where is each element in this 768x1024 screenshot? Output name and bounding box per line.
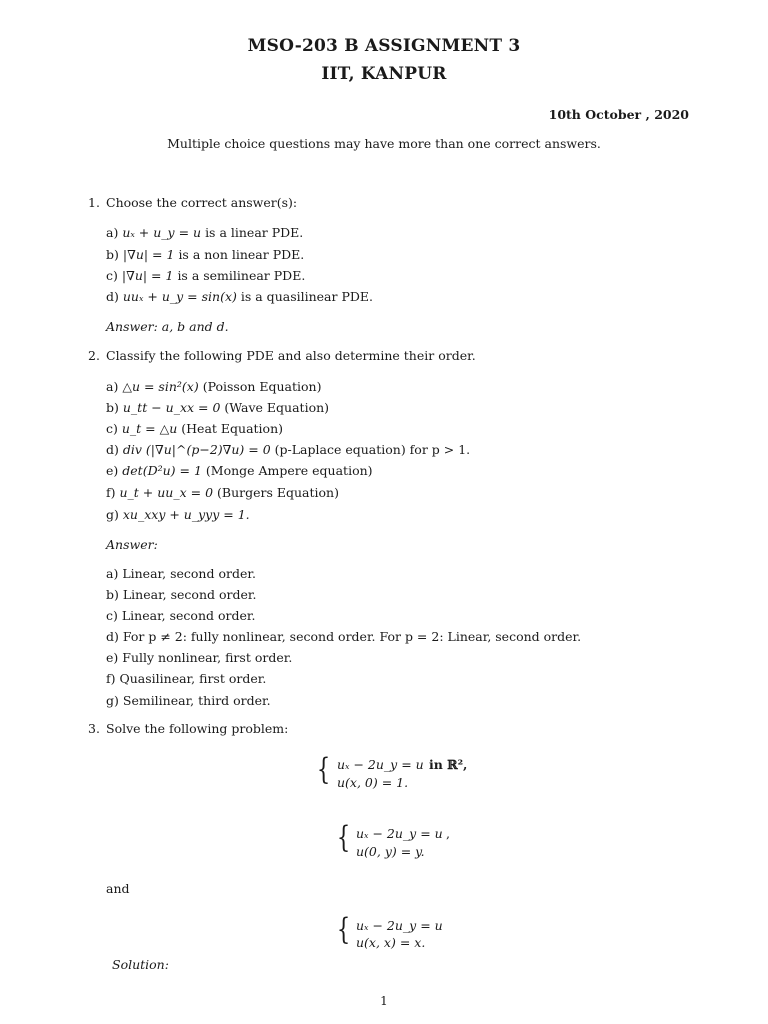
q2-answer-b xyxy=(106,587,256,603)
q1-option-c xyxy=(106,268,305,284)
q1-option-d xyxy=(106,289,373,305)
item-math: div (|∇u|^(p−2)∇u) = 0 xyxy=(122,442,271,457)
q2-answer-g xyxy=(106,693,271,709)
q2-answer-label: Answer: xyxy=(106,537,158,552)
option-label: d) xyxy=(106,289,119,304)
item-math: u_tt − u_xx = 0 xyxy=(122,400,221,415)
option-text: is a semilinear PDE. xyxy=(177,268,306,283)
q2-item-f xyxy=(106,485,339,501)
answer-item-label: e) xyxy=(106,650,119,665)
system-1-equation-2: u(x, 0) = 1. xyxy=(337,775,409,790)
left-brace: { xyxy=(316,752,331,787)
q1-answer xyxy=(106,319,229,335)
answer-item-label: a) xyxy=(106,566,119,581)
q2-answer-f xyxy=(106,671,266,687)
answer-item-label: d) xyxy=(106,629,119,644)
option-math: |∇u| = 1 xyxy=(122,247,175,262)
system-3-equation-2: u(x, x) = x. xyxy=(356,935,426,950)
item-math: △u = sin²(x) xyxy=(122,379,199,394)
q2-item-c xyxy=(106,421,283,437)
item-text: (p-Laplace equation) for p > 1. xyxy=(274,442,471,457)
item-text: (Poisson Equation) xyxy=(202,379,322,394)
q2-item-b xyxy=(106,400,329,416)
answer-item-label: c) xyxy=(106,608,118,623)
answer-value: a, b and d. xyxy=(161,319,229,334)
option-label: a) xyxy=(106,225,119,240)
system-1-domain: in ℝ², xyxy=(429,757,468,772)
option-math: uₓ + u_y = u xyxy=(122,225,202,240)
answer-item-text: Fully nonlinear, first order. xyxy=(122,650,293,665)
page-number: 1 xyxy=(380,994,388,1008)
assignment-date: 10th October , 2020 xyxy=(548,107,689,122)
item-label: d) xyxy=(106,442,119,457)
item-math: det(D²u) = 1 xyxy=(122,463,202,478)
left-brace: { xyxy=(336,912,351,947)
answer-item-text: Semilinear, third order. xyxy=(122,693,271,708)
q2-answer-a xyxy=(106,566,256,582)
system-1-equation-1: uₓ − 2u_y = u xyxy=(337,757,424,772)
answer-item-text: Linear, second order. xyxy=(122,587,257,602)
system-3-equation-1: uₓ − 2u_y = u xyxy=(356,918,443,933)
answer-item-label: b) xyxy=(106,587,119,602)
answer-item-text: For p ≠ 2: fully nonlinear, second order. For p = 2: Linear, second order. xyxy=(122,629,582,644)
answer-item-label: g) xyxy=(106,693,119,708)
question-2-prompt: Classify the following PDE and also determine their order. xyxy=(106,348,476,363)
option-label: c) xyxy=(106,268,118,283)
solution-label: Solution: xyxy=(112,957,169,972)
q1-option-b xyxy=(106,247,304,263)
answer-item-text: Linear, second order. xyxy=(122,566,256,581)
q2-item-e xyxy=(106,463,373,479)
q2-answer-d xyxy=(106,629,581,645)
item-math: u_t = △u xyxy=(121,421,178,436)
answer-item-text: Linear, second order. xyxy=(121,608,256,623)
system-2-equation-2: u(0, y) = y. xyxy=(356,844,425,859)
item-text: (Burgers Equation) xyxy=(217,485,339,500)
question-3-number: 3. xyxy=(88,721,100,736)
left-brace: { xyxy=(336,820,351,855)
option-text: is a quasilinear PDE. xyxy=(240,289,373,304)
question-1-number: 1. xyxy=(88,195,100,210)
item-text: (Heat Equation) xyxy=(181,421,284,436)
option-math: uuₓ + u_y = sin(x) xyxy=(122,289,237,304)
option-label: b) xyxy=(106,247,119,262)
system-2-comma: , xyxy=(446,826,450,841)
item-math: u_t + uu_x = 0 xyxy=(119,485,214,500)
item-text: (Wave Equation) xyxy=(224,400,330,415)
instructions-note: Multiple choice questions may have more than one correct answers. xyxy=(167,136,601,151)
q2-answer-c xyxy=(106,608,255,624)
q2-item-d xyxy=(106,442,470,458)
q1-option-a xyxy=(106,225,303,241)
connector-and: and xyxy=(106,881,130,896)
item-label: g) xyxy=(106,507,119,522)
q2-answer-e xyxy=(106,650,292,666)
answer-label: Answer: xyxy=(106,319,158,334)
option-math: |∇u| = 1 xyxy=(121,268,174,283)
institution-title: IIT, KANPUR xyxy=(321,64,447,84)
option-text: is a linear PDE. xyxy=(205,225,304,240)
q2-item-g xyxy=(106,507,250,523)
item-label: f) xyxy=(106,485,116,500)
question-3-prompt: Solve the following problem: xyxy=(106,721,289,736)
option-text: is a non linear PDE. xyxy=(178,247,305,262)
item-label: b) xyxy=(106,400,119,415)
item-math: xu_xxy + u_yyy = 1. xyxy=(122,507,250,522)
item-label: c) xyxy=(106,421,118,436)
item-text: (Monge Ampere equation) xyxy=(205,463,373,478)
item-label: e) xyxy=(106,463,119,478)
question-1-prompt: Choose the correct answer(s): xyxy=(106,195,298,210)
answer-item-text: Quasilinear, first order. xyxy=(119,671,267,686)
question-2-number: 2. xyxy=(88,348,100,363)
answer-item-label: f) xyxy=(106,671,116,686)
document-title: MSO-203 B ASSIGNMENT 3 xyxy=(247,36,521,56)
system-2-equation-1: uₓ − 2u_y = u xyxy=(356,826,443,841)
q2-item-a xyxy=(106,379,321,395)
item-label: a) xyxy=(106,379,119,394)
